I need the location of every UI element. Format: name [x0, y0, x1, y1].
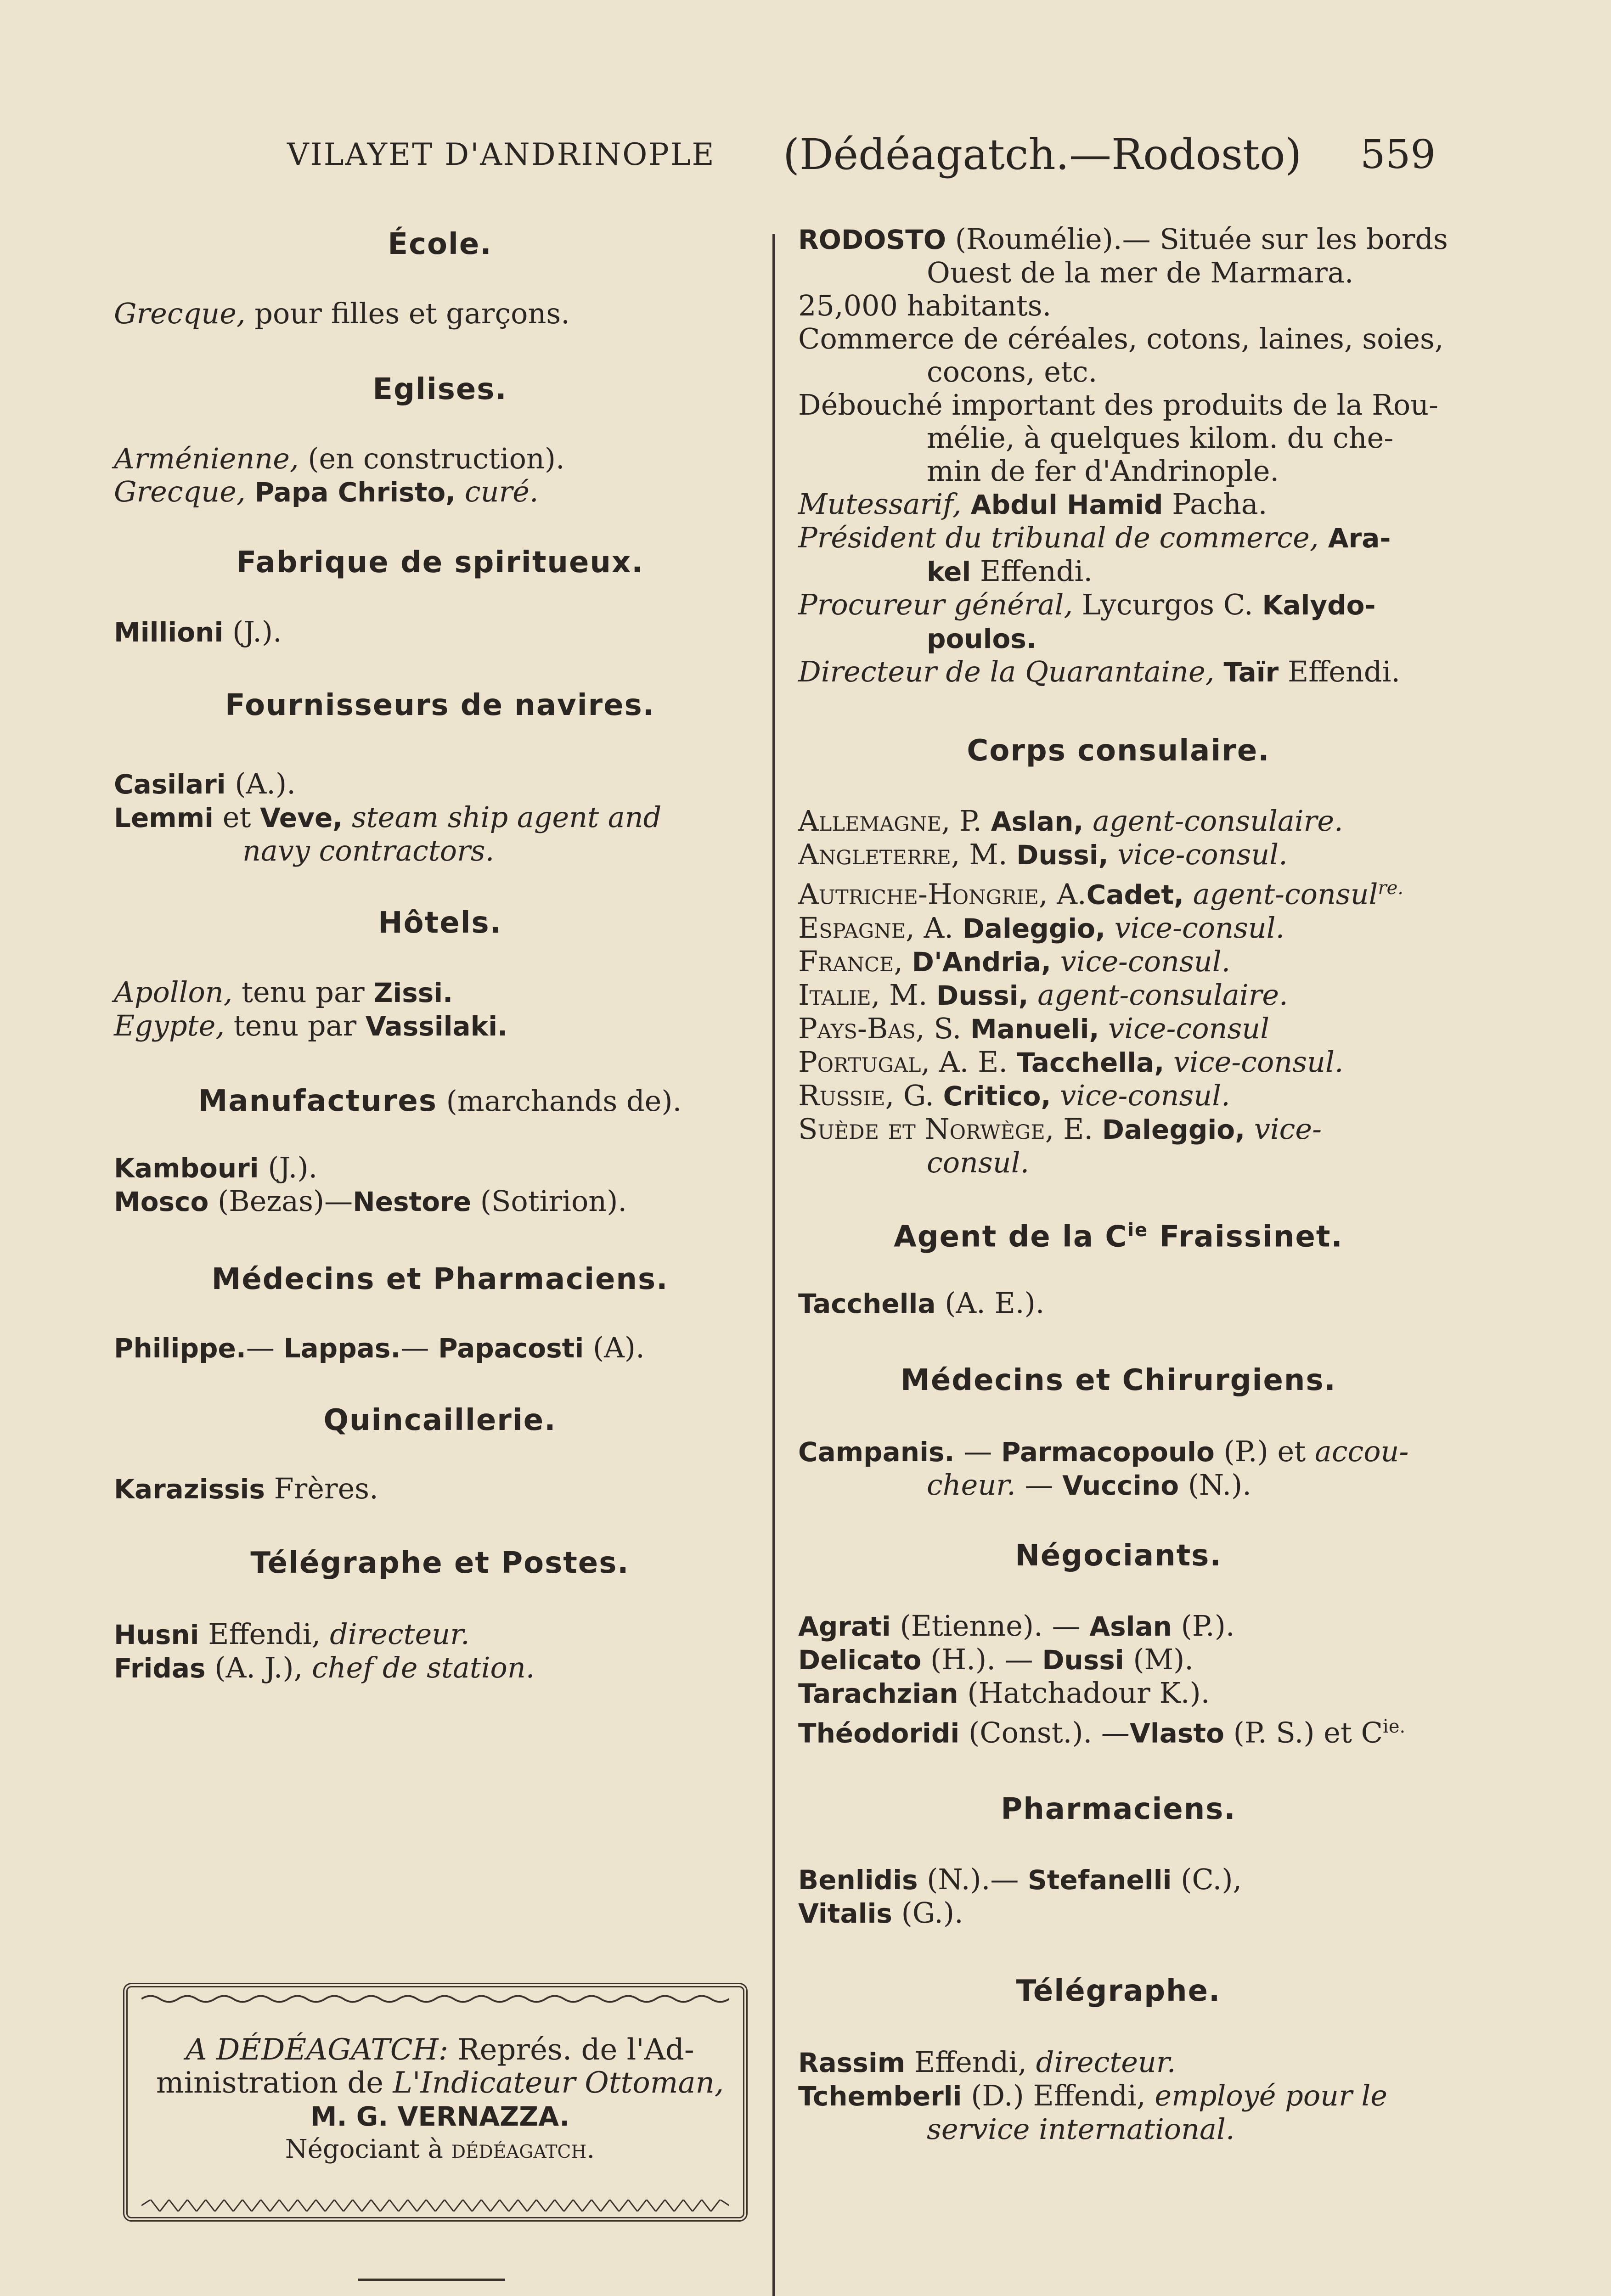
section-heading-medecins: Médecins et Pharmaciens.	[211, 1262, 669, 1296]
entry-line: Benlidis (N.).— Stefanelli (C.),	[798, 1862, 1242, 1896]
consul-entry: Pays-Bas, S. Manueli, vice-consul	[798, 1011, 1270, 1045]
entry-line: Fridas (A. J.), chef de station.	[114, 1651, 535, 1684]
entry-line: Philippe.— Lappas.— Papacosti (A).	[114, 1331, 645, 1364]
entry-line: Mutessarif, Abdul Hamid Pacha.	[798, 487, 1267, 521]
entry-line: Lemmi et Veve, steam ship agent and	[114, 800, 662, 834]
section-heading-telegraphe: Télégraphe.	[1016, 1974, 1221, 2008]
entry-line: Kambouri (J.).	[114, 1151, 318, 1184]
section-heading-negociants: Négociants.	[1015, 1538, 1222, 1573]
consul-entry: Angleterre, M. Dussi, vice-consul.	[798, 838, 1288, 871]
section-heading-fournisseurs: Fournisseurs de navires.	[225, 688, 655, 722]
entry-line: min de fer d'Andrinople.	[927, 454, 1279, 488]
section-heading-medecins-chirurgiens: Médecins et Chirurgiens.	[901, 1363, 1336, 1397]
entry-line: RODOSTO (Roumélie).— Située sur les bords	[798, 222, 1448, 256]
entry-line: cocons, etc.	[927, 355, 1098, 388]
section-heading-fabrique: Fabrique de spiritueux.	[236, 546, 644, 580]
entry-line: Husni Effendi, directeur.	[114, 1617, 470, 1651]
consul-entry: Suède et Norwège, E. Daleggio, vice-	[798, 1112, 1322, 1146]
section-heading-hotels: Hôtels.	[378, 906, 502, 940]
entry-line: Grecque, pour filles et garçons.	[114, 297, 570, 330]
entry-line: mélie, à quelques kilom. du che-	[927, 421, 1394, 455]
entry-line: Apollon, tenu par Zissi.	[114, 975, 453, 1009]
entry-line: Agrati (Etienne). — Aslan (P.).	[798, 1609, 1235, 1643]
entry-line: Rassim Effendi, directeur.	[798, 2045, 1176, 2079]
entry-line: Delicato (H.). — Dussi (M).	[798, 1642, 1194, 1676]
section-heading-pharmaciens: Pharmaciens.	[1001, 1792, 1236, 1826]
consul-entry: Autriche-Hongrie, A.Cadet, agent-consul$^{re.}$	[798, 877, 1404, 911]
advertisement-box	[123, 1983, 748, 2222]
section-heading-quincaillerie: Quincaillerie.	[323, 1403, 557, 1437]
right-column	[798, 218, 1448, 2146]
page-number: 559	[1360, 132, 1436, 178]
consul-entry: Russie, G. Critico, vice-consul.	[798, 1078, 1230, 1112]
entry-line: Tarachzian (Hatchadour K.).	[798, 1676, 1210, 1710]
running-header-title: VILAYET D'ANDRINOPLE	[287, 137, 715, 172]
section-heading-manufactures: Manufactures (marchands de).	[198, 1084, 682, 1118]
entry-line: Ouest de la mer de Marmara.	[927, 256, 1354, 289]
entry-line: Tchemberli (D.) Effendi, employé pour le	[798, 2078, 1387, 2112]
entry-line: Millioni (J.).	[114, 615, 282, 648]
advertisement-text	[155, 2033, 725, 2166]
section-heading-corps-consulaire: Corps consulaire.	[967, 734, 1270, 768]
left-column	[114, 218, 766, 1685]
consul-entry: Allemagne, P. Aslan, agent-consulaire.	[798, 804, 1343, 838]
consul-list	[798, 805, 1439, 1179]
ad-line: ministration de L'Indicateur Ottoman,	[156, 2066, 724, 2100]
entry-line: Tacchella (A. E.).	[798, 1286, 1045, 1320]
consul-entry: Portugal, A. E. Tacchella, vice-consul.	[798, 1045, 1344, 1079]
ad-line: Négociant à dédéagatch.	[285, 2134, 595, 2164]
section-heading-telegraphe-postes: Télégraphe et Postes.	[250, 1546, 630, 1580]
consul-entry: Italie, M. Dussi, agent-consulaire.	[798, 978, 1288, 1012]
entry-line: Président du tribunal de commerce, Ara-	[798, 521, 1391, 554]
entry-line: Casilari (A.).	[114, 767, 296, 800]
entry-line: Débouché important des produits de la Rou-	[798, 388, 1439, 422]
ad-line: A DÉDÉAGATCH: Représ. de l'Ad-	[186, 2033, 694, 2067]
end-rule-left	[358, 2279, 505, 2281]
section-heading-agent-fraissinet: Agent de la $C^{ie}$ Fraissinet.	[894, 1219, 1343, 1254]
consul-entry: France, D'Andria, vice-consul.	[798, 944, 1231, 978]
entry-line: poulos.	[927, 623, 1036, 654]
entry-line: Procureur général, Lycurgos C. Kalydo-	[798, 588, 1376, 621]
entry-line: kel Effendi.	[927, 554, 1093, 588]
entry-line: Karazissis Frères.	[114, 1472, 378, 1505]
ornamental-border-bottom	[141, 2200, 729, 2212]
ad-line: M. G. VERNAZZA.	[310, 2101, 570, 2132]
entry-line: Campanis. — Parmacopoulo (P.) et accou-	[798, 1434, 1409, 1468]
entry-line: navy contractors.	[242, 834, 495, 867]
entry-line: Directeur de la Quarantaine, Taïr Effendi.	[798, 655, 1401, 688]
column-divider	[772, 234, 775, 2296]
entry-line: Egypte, tenu par Vassilaki.	[114, 1009, 508, 1042]
consul-entry: consul.	[927, 1145, 1030, 1179]
entry-line: Commerce de céréales, cotons, laines, soies,	[798, 322, 1444, 355]
entry-line: service international.	[927, 2112, 1235, 2146]
ornamental-border-top	[141, 1993, 729, 2005]
entry-line: cheur. — Vuccino (N.).	[927, 1468, 1251, 1502]
running-header-subtitle: (Dédéagatch.—Rodosto)	[783, 130, 1302, 179]
entry-line: Théodoridi (Const.). —Vlasto (P. S.) et $C^{ie.}$	[798, 1716, 1406, 1750]
section-heading-ecole: École.	[388, 227, 492, 261]
entry-line: Mosco (Bezas)—Nestore (Sotirion).	[114, 1184, 627, 1218]
entry-line: Grecque, Papa Christo, curé.	[114, 475, 539, 508]
entry-line: Arménienne, (en construction).	[114, 442, 565, 475]
consul-entry: Espagne, A. Daleggio, vice-consul.	[798, 911, 1285, 945]
section-heading-eglises: Eglises.	[372, 372, 507, 406]
entry-line: Vitalis (G.).	[798, 1896, 963, 1930]
entry-line: 25,000 habitants.	[798, 289, 1052, 322]
